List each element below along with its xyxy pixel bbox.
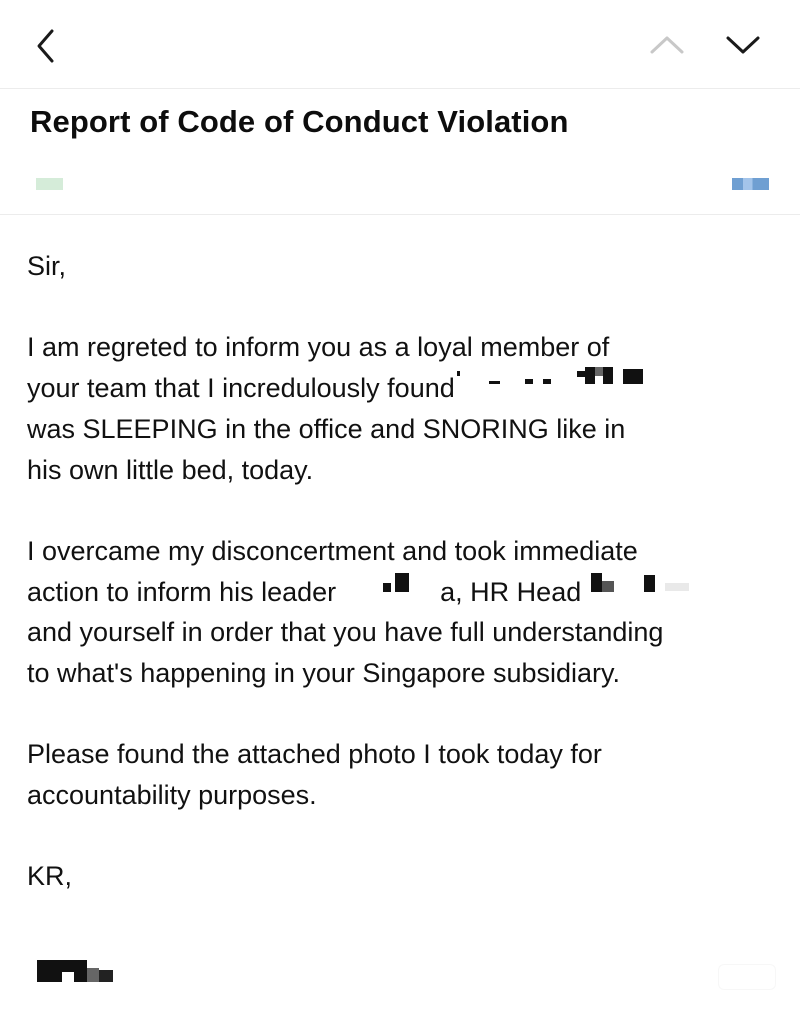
sender-avatar-redacted[interactable] [732, 178, 769, 190]
paragraph-3 [27, 734, 787, 815]
chevron-up-icon [646, 28, 688, 62]
watermark-badge [718, 964, 776, 990]
closing [27, 856, 787, 897]
closing-text: KR, [27, 861, 73, 892]
paragraph-1-line-1: I am regreted to inform you as a loyal member of [27, 332, 610, 363]
paragraph-1-line-4: his own little bed, today. [27, 454, 314, 485]
sender-row[interactable] [0, 150, 800, 215]
chevron-down-icon [722, 28, 764, 62]
paragraph-2-line-1: I overcame my disconcertment and took immediate [27, 535, 638, 566]
redacted-leader-name [336, 581, 440, 601]
sender-name-redacted [36, 178, 63, 190]
greeting-text: Sir, [27, 251, 67, 281]
paragraph-2-line-3: and yourself in order that you have full understanding [27, 617, 664, 648]
redacted-employee-name [457, 377, 627, 397]
paragraph-3-line-2: accountability purposes. [27, 780, 317, 811]
email-body [27, 246, 787, 938]
previous-message-button[interactable] [646, 28, 688, 62]
email-subject: Report of Code of Conduct Violation [30, 104, 569, 139]
paragraph-2-line-4: to what's happening in your Singapore subsidiary. [27, 658, 621, 688]
back-button[interactable] [30, 26, 64, 66]
paragraph-2-line-2-start: action to inform his leader [27, 576, 337, 607]
paragraph-3-line-1: Please found the attached photo I took today for [27, 739, 602, 770]
chevron-left-icon [30, 26, 64, 66]
next-message-button[interactable] [722, 28, 764, 62]
paragraph-1 [27, 327, 787, 490]
redacted-hr-head-name [591, 581, 703, 601]
paragraph-1-line-2 [27, 368, 787, 409]
paragraph-1-line-2-text: your team that I incredulously found [27, 373, 455, 404]
greeting [27, 246, 787, 287]
top-navigation-bar [0, 0, 800, 89]
paragraph-2-line-2 [27, 572, 787, 613]
paragraph-1-line-3: was SLEEPING in the office and SNORING like in [27, 413, 626, 444]
paragraph-2-line-2-mid: a, HR Head [440, 576, 582, 607]
paragraph-2 [27, 531, 787, 694]
redacted-signature [37, 960, 113, 984]
